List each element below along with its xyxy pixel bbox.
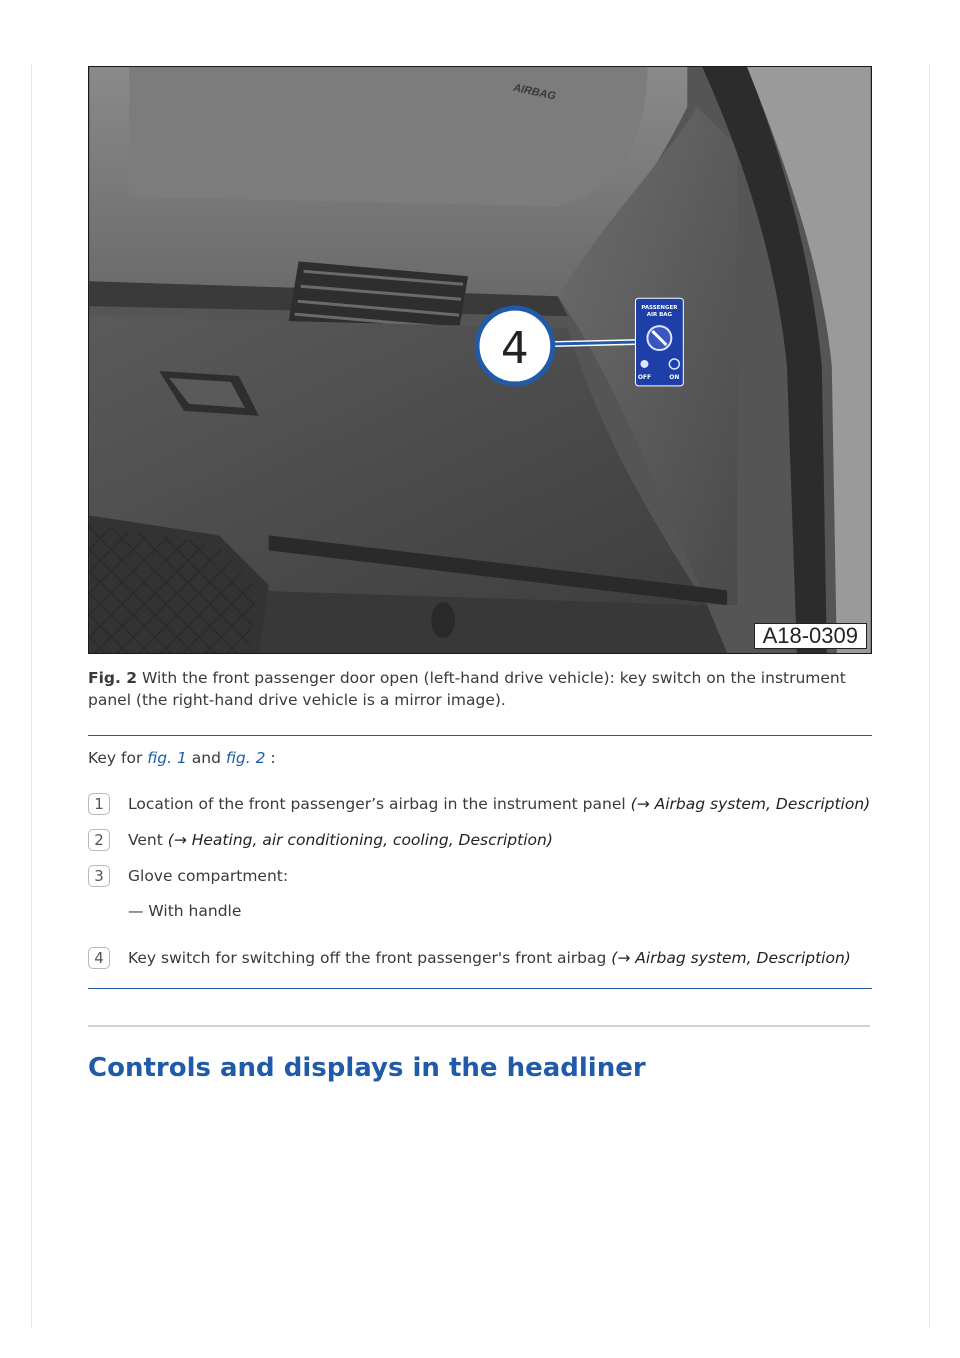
section-divider-top (88, 735, 872, 736)
key-for-prefix: Key for (88, 749, 143, 767)
callout-number: 4 (500, 322, 529, 374)
item-text: Key switch for switching off the front passenger's front airbag (128, 949, 607, 967)
key-for-and: and (191, 749, 221, 767)
item-number-badge: 1 (88, 793, 110, 815)
item-number-badge: 3 (88, 865, 110, 887)
key-for-line (88, 747, 276, 769)
caption-text: With the front passenger door open (left-hand drive vehicle): key switch on the instrument panel (the right-hand drive vehicle is a mirror image). (88, 669, 846, 709)
figure-caption (88, 667, 872, 711)
item-reference-link[interactable]: (→ Airbag system, Description) (611, 949, 851, 967)
airbag-off-icon (640, 360, 648, 368)
item-number-badge: 4 (88, 947, 110, 969)
page-margin-left (31, 64, 32, 1328)
airbag-emboss-label: AIRBAG (512, 81, 557, 103)
dashboard-illustration (89, 67, 871, 653)
sub-item-with-handle: — With handle (128, 902, 242, 920)
fig2-link[interactable]: fig. 2 (225, 749, 266, 767)
page-margin-right (929, 64, 930, 1328)
item-text: Glove compartment: (128, 867, 289, 885)
key-for-suffix: : (270, 749, 276, 767)
switch-off-label: OFF (637, 373, 652, 381)
switch-label-bottom: AIR BAG (646, 312, 673, 319)
item-number-badge: 2 (88, 829, 110, 851)
switch-label-top: PASSENGER (641, 305, 678, 312)
item-reference-link[interactable]: (→ Heating, air conditioning, cooling, Description) (167, 831, 553, 849)
figure-id-label: A18-0309 (754, 623, 867, 649)
fig1-link[interactable]: fig. 1 (147, 749, 187, 767)
item-text: Vent (128, 831, 163, 849)
item-reference-link[interactable]: (→ Airbag system, Description) (630, 795, 871, 813)
section-heading: Controls and displays in the headliner (88, 1053, 646, 1083)
figure-image (88, 66, 872, 654)
caption-label: Fig. 2 (88, 669, 138, 687)
switch-on-label: ON (669, 373, 680, 381)
section-separator (88, 1025, 870, 1027)
item-text: Location of the front passenger’s airbag in the instrument panel (128, 795, 626, 813)
section-divider-bottom (88, 988, 872, 989)
